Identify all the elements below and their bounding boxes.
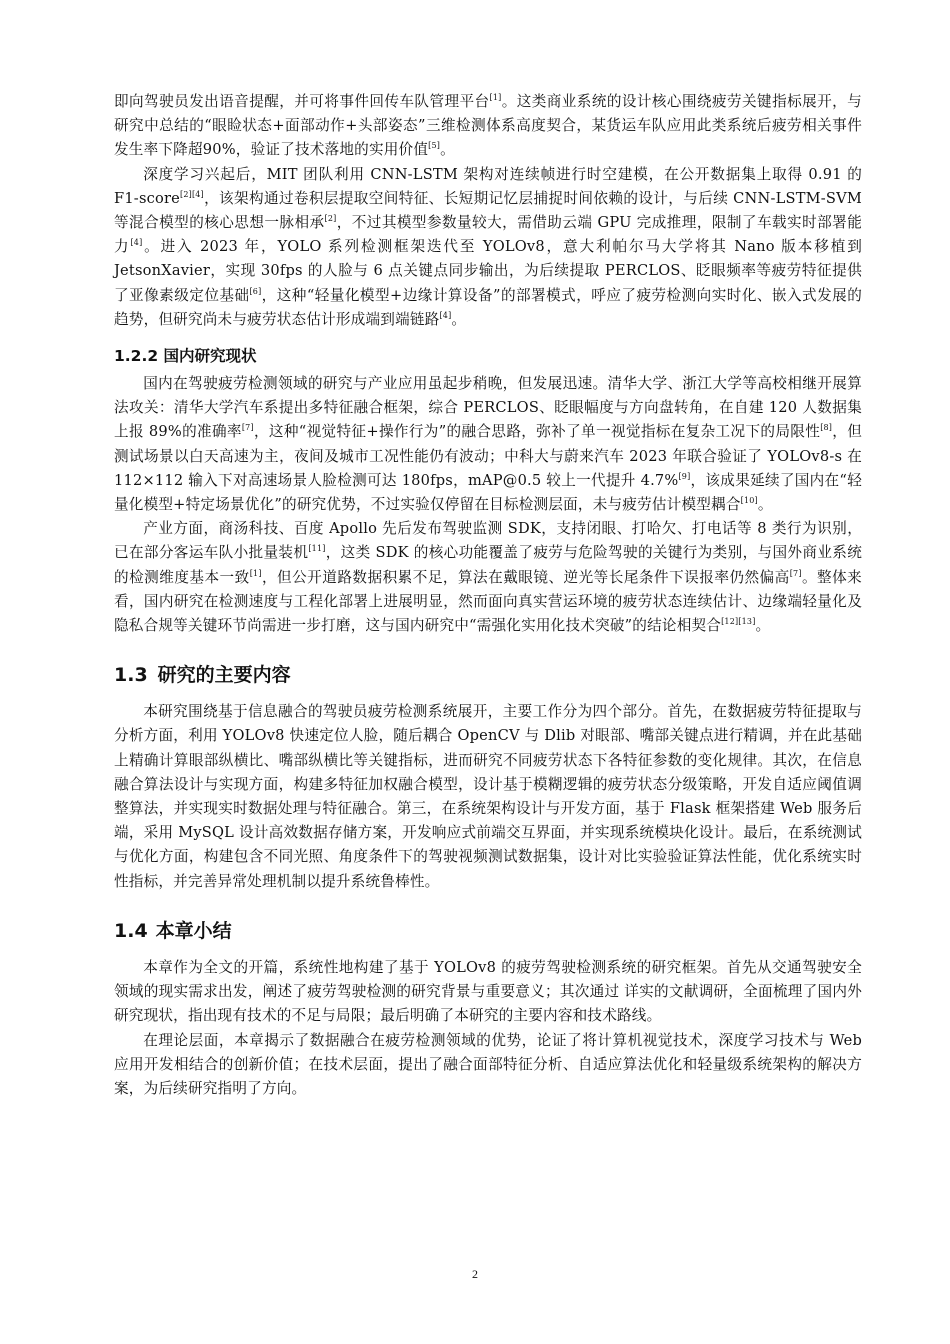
paragraph-domestic-research — [114, 372, 862, 517]
citation: [11] — [308, 544, 326, 554]
section-heading-1-3 — [114, 660, 862, 690]
paragraph-commercial-systems — [114, 90, 862, 163]
citation: [2][4] — [180, 189, 204, 199]
citation: [9] — [678, 471, 691, 481]
paragraph-deep-learning — [114, 163, 862, 332]
paragraph-text: 。进入 2023 年，YOLO 系列检测框架迭代至 YOLOv8，意大利帕尔马大学将其 Nano 版本移植到 JetsonXavier，实现 30fps 的人脸与 6 点关键点同步输出，为后续提取 PERCLOS、眨眼频率等疲劳特征提供了亚像素级定位基础 — [114, 238, 862, 304]
paragraph-text: ，这种“轻量化模型+边缘计算设备”的部署模式，呼应了疲劳检测向实时化、嵌入式发展的趋势，但研究尚未与疲劳状态估计形成端到端链路 — [114, 286, 862, 328]
paragraph-text: 深度学习兴起后，MIT 团队利用 CNN-LSTM 架构对连续帧进行时空建模，在公开数据集上取得 0.91 的 F1-score — [114, 165, 862, 207]
citation: [6] — [249, 286, 262, 296]
citation: [7] — [241, 423, 254, 433]
citation: [10] — [740, 496, 758, 506]
citation: [4] — [130, 238, 143, 248]
paragraph-industry — [114, 517, 862, 638]
citation: [1] — [249, 568, 262, 578]
paragraph-text: 。 — [440, 141, 455, 159]
citation: [8] — [820, 423, 833, 433]
section-number: 1.4 — [114, 919, 148, 942]
section-number: 1.3 — [114, 664, 148, 687]
paragraph-text: 。这类商业系统的设计核心围绕疲劳关键指标展开，与研究中总结的“眼睑状态+面部动作+头部姿态”三维检测体系高度契合，某货运车队应用此类系统后疲劳相关事件发生率下降超90%，验证了技术落地的实用价值 — [114, 93, 862, 159]
paragraph-text: ，但测试场景以白天高速为主，夜间及城市工况性能仍有波动；中科大与蔚来汽车 2023 年联合验证了 YOLOv8-s 在 112×112 输入下对高速场景人脸检测可达 180fps，mAP@0.5 较上一代提升 4.7% — [114, 423, 863, 489]
section-title: 研究的主要内容 — [157, 664, 291, 687]
citation: [12][13] — [721, 617, 756, 627]
paragraph-text: 。 — [757, 496, 773, 514]
paragraph-summary-2: 在理论层面，本章揭示了数据融合在疲劳检测领域的优势，论证了将计算机视觉技术，深度学习技术与 Web 应用开发相结合的创新价值；在技术层面，提出了融合面部特征分析、自适应算法优化和轻量级系统架构的解决方案，为后续研究指明了方向。 — [114, 1031, 862, 1097]
citation: [1] — [489, 93, 502, 103]
paragraph-text: ，这种“视觉特征+操作行为”的融合思路，弥补了单一视觉指标在复杂工况下的局限性 — [253, 423, 821, 441]
citation: [5] — [428, 141, 441, 151]
paragraph-text: ，该架构通过卷积层提取空间特征、长短期记忆层捕捉时间依赖的设计，与后续 CNN-LSTM-SVM 等混合模型的核心思想一脉相承 — [114, 189, 862, 232]
paragraph-text: 产业方面，商汤科技、百度 Apollo 先后发布驾驶监测 SDK，支持闭眼、打哈欠、打电话等 8 类行为识别，已在部分客运车队小批量装机 — [114, 520, 862, 562]
paragraph-main-content: 本研究围绕基于信息融合的驾驶员疲劳检测系统展开，主要工作分为四个部分。首先，在数据疲劳特征提取与分析方面，利用 YOLOv8 快速定位人脸，随后耦合 OpenCV 与 Dlib 对眼部、嘴部关键点进行精调，并在此基础上精确计算眼部纵横比、嘴部纵横比等关键指标，进而研究不同疲劳状态下各特征参数的变化规律。其次，在信息融合算法设计与实现方面，构建多特征加权融合模型，设计基于模糊逻辑的疲劳状态分级策略，开发自适应阈值调整算法，并实现实时数据处理与特征融合。第三，在系统架构设计与开发方面，基于 Flask 框架搭建 Web 服务后端，采用 MySQL 设计高效数据存储方案，开发响应式前端交互界面，并实现系统模块化设计。最后，在系统测试与优化方面，构建包含不同光照、角度条件下的驾驶视频测试数据集，设计对比实验验证算法性能，优化系统实时性指标，并完善异常处理机制以提升系统鲁棒性。 — [114, 703, 862, 890]
section-heading-1-4 — [114, 916, 862, 946]
paragraph-text: 。 — [451, 310, 467, 328]
paragraph-text: ，不过其模型参数量较大，需借助云端 GPU 完成推理，限制了车载实时部署能力 — [114, 214, 862, 256]
section-title: 本章小结 — [155, 919, 232, 942]
paragraph-text: 。整体来看，国内研究在检测速度与工程化部署上进展明显，然而面向真实营运环境的疲劳状态连续估计、边缘端轻量化及隐私合规等关键环节尚需进一步打磨，这与国内研究中“需强化实用化技术突破”的结论相契合 — [114, 568, 862, 635]
paragraph-text: ，该成果延续了国内在“轻量化模型+特定场景优化”的研究优势，不过实验仅停留在目标检测层面，未与疲劳估计模型耦合 — [114, 471, 862, 514]
citation: [7] — [789, 568, 802, 578]
page-content — [114, 90, 862, 1101]
subsection-heading-1-2-2: 1.2.2 国内研究现状 — [114, 347, 257, 366]
citation: [2] — [324, 214, 337, 224]
paragraph-text: 国内在驾驶疲劳检测领域的研究与产业应用虽起步稍晚，但发展迅速。清华大学、浙江大学等高校相继开展算法攻关：清华大学汽车系提出多特征融合框架，综合 PERCLOS、眨眼幅度与方向盘转角，在自建 120 人数据集上报 89%的准确率 — [114, 375, 862, 441]
paragraph-text: ，但公开道路数据积累不足，算法在戴眼镜、逆光等长尾条件下误报率仍然偏高 — [261, 568, 790, 586]
paragraph-text: 即向驾驶员发出语音提醒，并可将事件回传车队管理平台 — [114, 93, 490, 110]
page-number: 2 — [472, 1267, 478, 1281]
paragraph-text: ，这类 SDK 的核心功能覆盖了疲劳与危险驾驶的关键行为类别，与国外商业系统的检测维度基本一致 — [114, 544, 863, 586]
paragraph-text: 。 — [755, 617, 771, 635]
paragraph-summary-1: 本章作为全文的开篇，系统性地构建了基于 YOLOv8 的疲劳驾驶检测系统的研究框架。首先从交通驾驶安全领域的现实需求出发，阐述了疲劳驾驶检测的研究背景与重要意义；其次通过 详实的文献调研，全面梳理了国内外研究现状，指出现有技术的不足与局限；最后明确了本研究的主要内容和技术路线。 — [114, 958, 862, 1025]
citation: [4] — [439, 310, 452, 320]
